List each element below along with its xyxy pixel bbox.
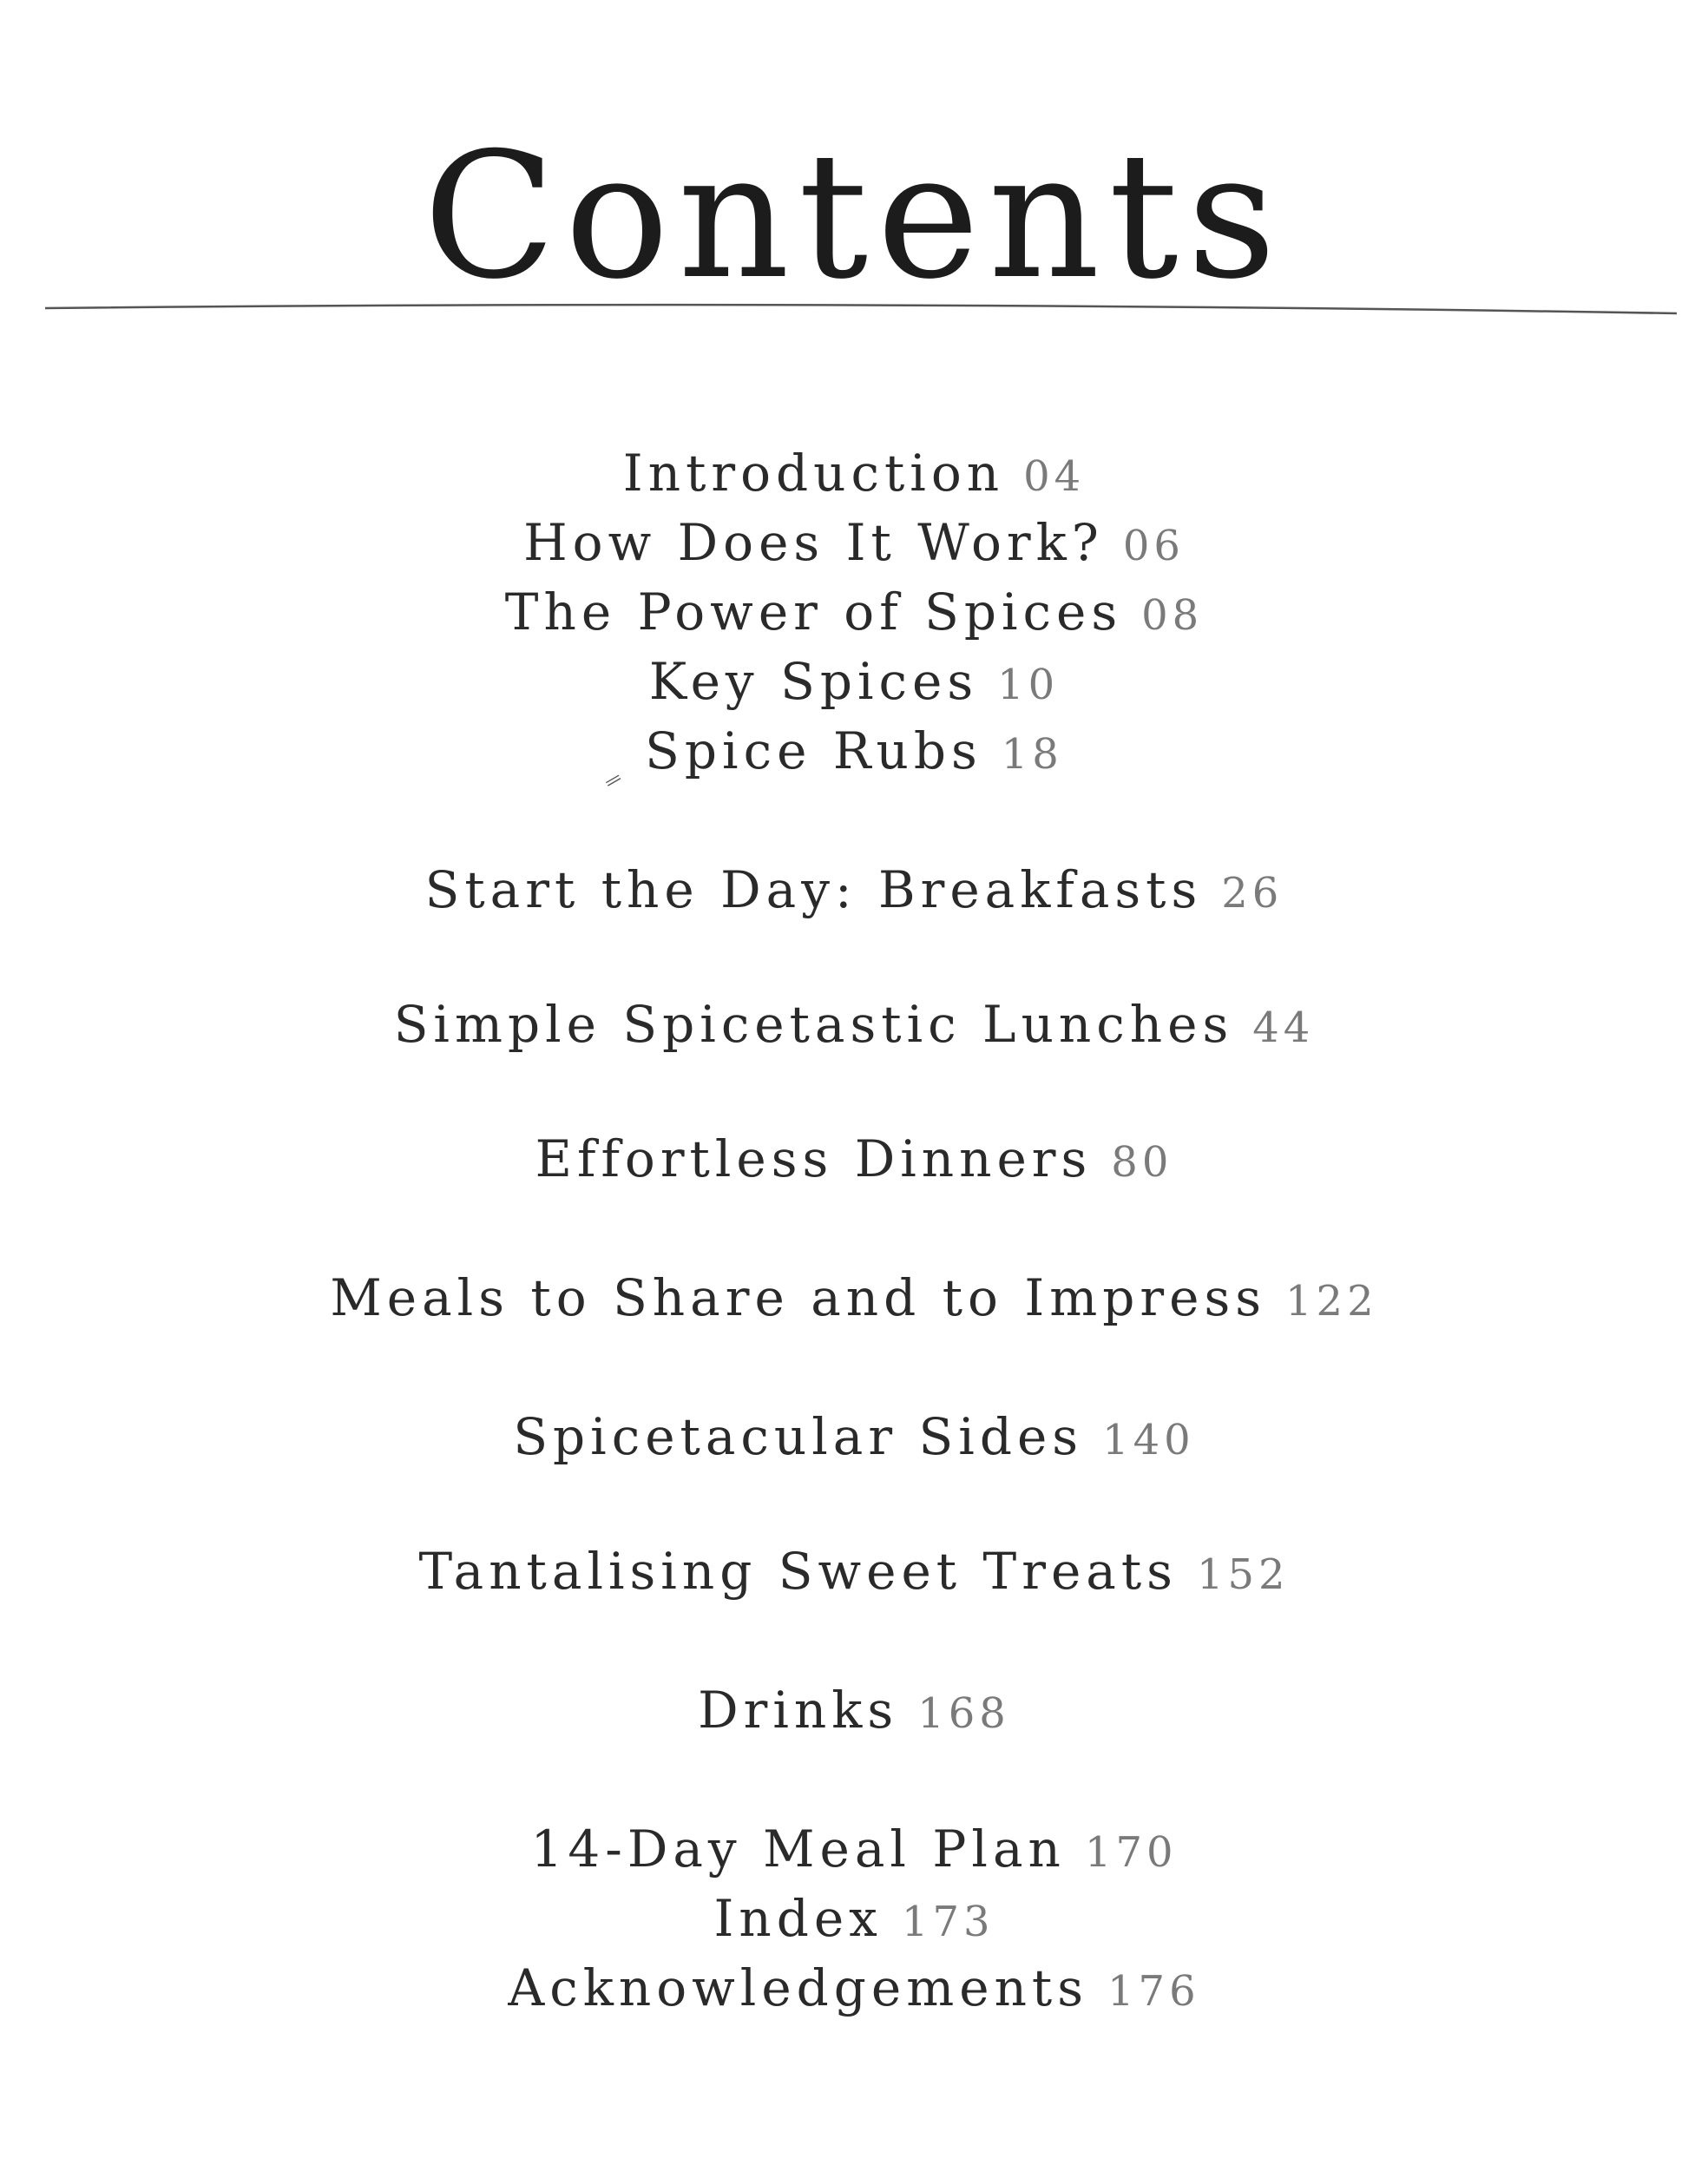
toc-entry-power-of-spices[interactable] bbox=[0, 582, 1708, 646]
toc-entry-page-number: 152 bbox=[1196, 1550, 1290, 1599]
toc-entry-page-number: 04 bbox=[1023, 452, 1086, 501]
stray-pen-mark: ‗ bbox=[591, 749, 621, 787]
toc-entry-page-number: 140 bbox=[1102, 1416, 1195, 1464]
toc-entry-page-number: 44 bbox=[1252, 1003, 1315, 1052]
toc-entry-page-number: 80 bbox=[1111, 1138, 1173, 1187]
toc-entry-key-spices[interactable] bbox=[0, 651, 1708, 715]
toc-entry-introduction[interactable] bbox=[0, 443, 1708, 507]
toc-entry-drinks[interactable] bbox=[0, 1680, 1708, 1744]
toc-entry-sides[interactable] bbox=[0, 1406, 1708, 1471]
toc-entry-meals-to-share[interactable] bbox=[0, 1267, 1708, 1332]
toc-entry-acknowledgements[interactable] bbox=[0, 1958, 1708, 2022]
toc-entry-page-number: 176 bbox=[1107, 1967, 1200, 2016]
toc-entry-label: Spicetacular Sides bbox=[513, 1407, 1084, 1466]
toc-entry-label: Drinks bbox=[698, 1681, 899, 1740]
toc-entry-label: Tantalising Sweet Treats bbox=[418, 1542, 1178, 1601]
toc-entry-label: Meals to Share and to Impress bbox=[330, 1268, 1266, 1327]
toc-entry-label: Acknowledgements bbox=[508, 1958, 1088, 2017]
toc-entry-how-does-it-work[interactable] bbox=[0, 512, 1708, 576]
toc-entry-label: How Does It Work? bbox=[523, 513, 1104, 572]
toc-entry-meal-plan[interactable] bbox=[0, 1819, 1708, 1883]
page-title: Contents bbox=[423, 115, 1285, 318]
toc-entry-label: Effortless Dinners bbox=[535, 1129, 1093, 1188]
toc-entry-label: The Power of Spices bbox=[504, 582, 1123, 642]
toc-entry-page-number: 18 bbox=[1001, 730, 1063, 779]
toc-entry-index[interactable] bbox=[0, 1888, 1708, 1952]
toc-entry-lunches[interactable] bbox=[0, 994, 1708, 1058]
toc-entry-page-number: 06 bbox=[1122, 522, 1185, 570]
toc-entry-label: Introduction bbox=[622, 444, 1005, 503]
toc-entry-label: Spice Rubs bbox=[645, 721, 982, 780]
toc-entry-page-number: 170 bbox=[1084, 1828, 1178, 1877]
toc-entry-label: 14-Day Meal Plan bbox=[530, 1819, 1066, 1879]
toc-entry-page-number: 168 bbox=[917, 1689, 1010, 1738]
toc-entry-label: Start the Day: Breakfasts bbox=[424, 860, 1203, 919]
toc-entry-label: Key Spices bbox=[648, 652, 979, 711]
toc-entry-page-number: 10 bbox=[997, 661, 1060, 709]
toc-entry-spice-rubs[interactable] bbox=[0, 721, 1708, 785]
toc-entry-page-number: 122 bbox=[1285, 1277, 1378, 1326]
toc-entry-page-number: 26 bbox=[1221, 869, 1284, 918]
toc-entry-label: Index bbox=[713, 1889, 883, 1948]
toc-entry-sweet-treats[interactable] bbox=[0, 1541, 1708, 1605]
toc-entry-label: Simple Spicetastic Lunches bbox=[393, 995, 1234, 1054]
toc-entry-page-number: 173 bbox=[901, 1898, 995, 1946]
toc-entry-breakfasts[interactable] bbox=[0, 859, 1708, 924]
toc-entry-dinners[interactable] bbox=[0, 1128, 1708, 1193]
toc-entry-page-number: 08 bbox=[1141, 591, 1204, 640]
